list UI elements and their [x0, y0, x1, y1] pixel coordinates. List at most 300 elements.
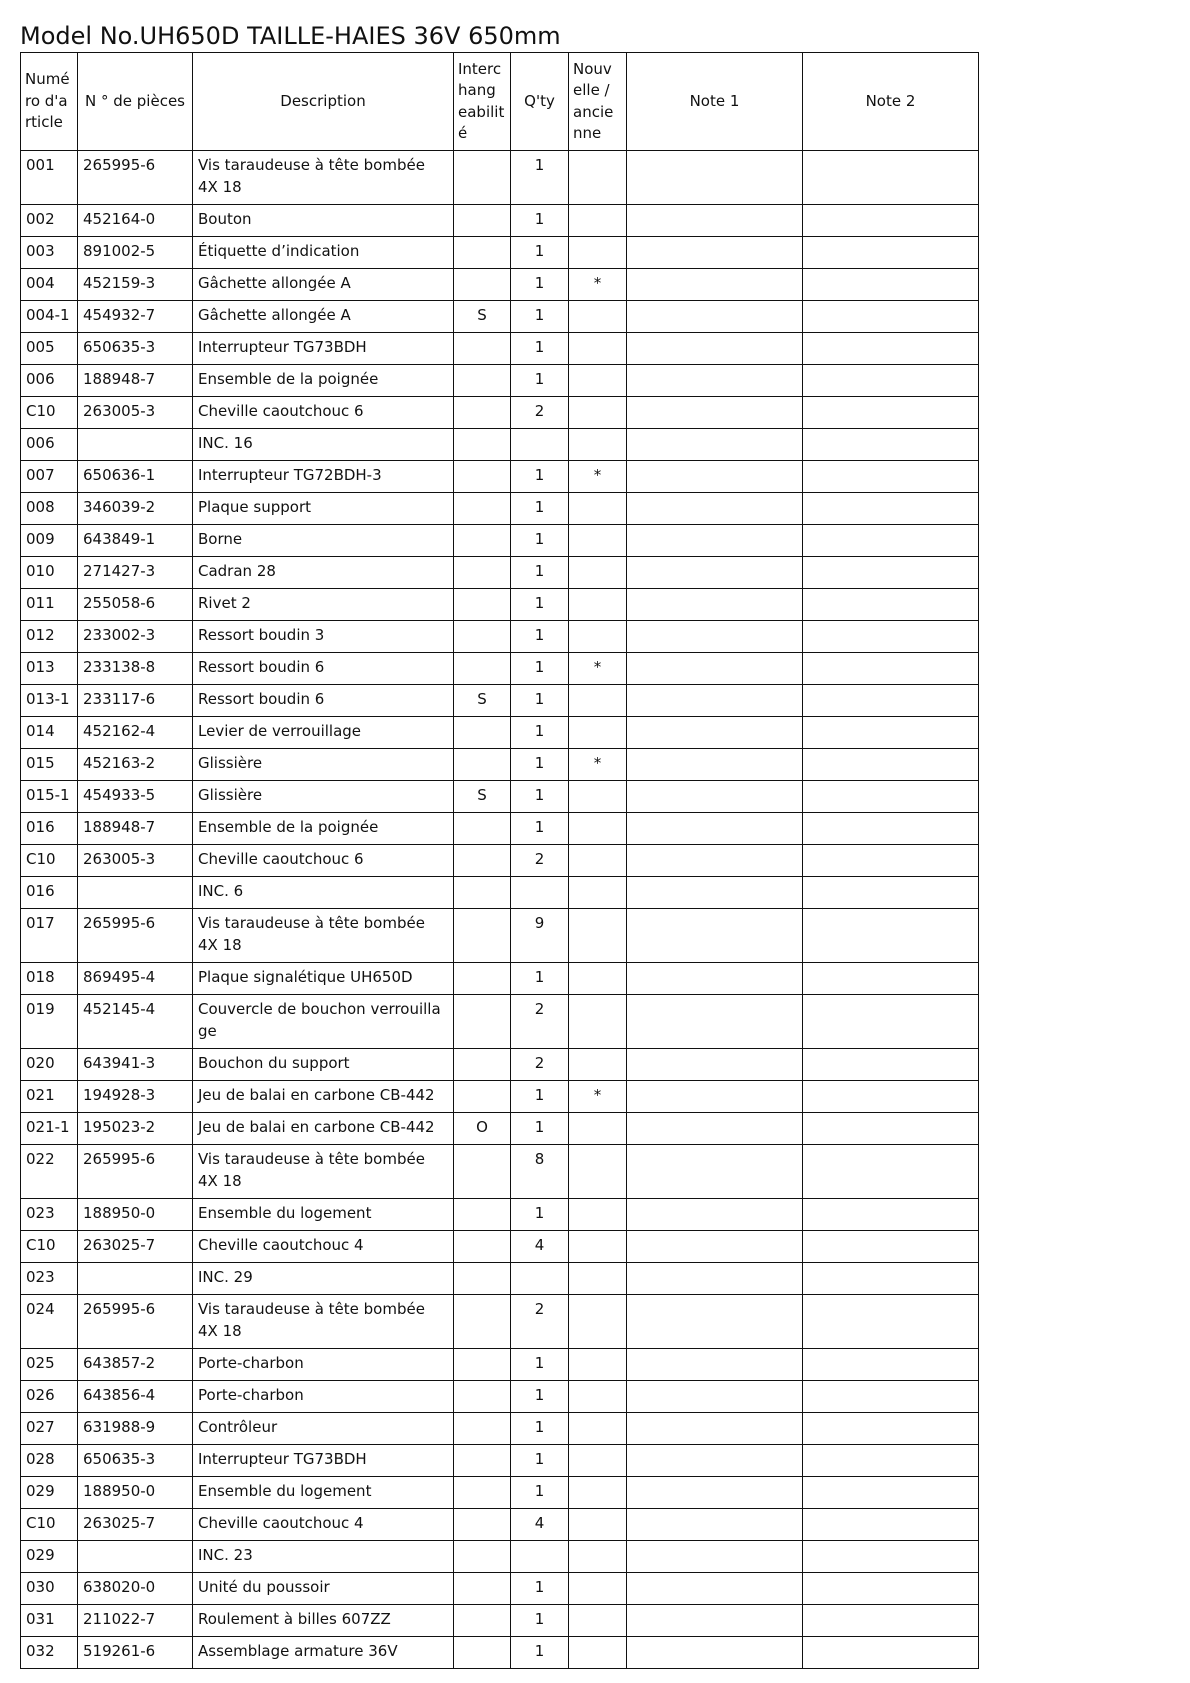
item-number-cell: 023	[21, 1263, 78, 1295]
interchangeability-cell	[454, 845, 511, 877]
quantity-cell: 1	[511, 237, 569, 269]
item-number-cell: 015	[21, 749, 78, 781]
part-number-cell: 195023-2	[78, 1113, 193, 1145]
note-2-cell	[803, 1605, 979, 1637]
interchangeability-cell	[454, 813, 511, 845]
new-old-cell	[569, 1263, 627, 1295]
note-2-cell	[803, 557, 979, 589]
new-old-cell	[569, 1573, 627, 1605]
column-header-new-old: Nouv elle / ancie nne	[569, 53, 627, 151]
note-1-cell	[627, 461, 803, 493]
new-old-cell: *	[569, 653, 627, 685]
table-row	[21, 397, 979, 429]
new-old-cell	[569, 1381, 627, 1413]
quantity-cell: 1	[511, 1113, 569, 1145]
item-number-cell: 031	[21, 1605, 78, 1637]
part-number-cell: 650636-1	[78, 461, 193, 493]
table-row	[21, 151, 979, 205]
note-1-cell	[627, 397, 803, 429]
new-old-cell	[569, 685, 627, 717]
item-number-cell: 009	[21, 525, 78, 557]
description-cell: Porte-charbon	[193, 1381, 454, 1413]
interchangeability-cell	[454, 1263, 511, 1295]
description-cell: Assemblage armature 36V	[193, 1637, 454, 1669]
quantity-cell: 1	[511, 653, 569, 685]
table-row	[21, 1231, 979, 1263]
description-cell: Unité du poussoir	[193, 1573, 454, 1605]
table-row	[21, 1263, 979, 1295]
note-1-cell	[627, 205, 803, 237]
quantity-cell: 1	[511, 333, 569, 365]
note-2-cell	[803, 1231, 979, 1263]
interchangeability-cell	[454, 493, 511, 525]
table-row	[21, 1573, 979, 1605]
part-number-cell: 454933-5	[78, 781, 193, 813]
new-old-cell: *	[569, 461, 627, 493]
new-old-cell: *	[569, 749, 627, 781]
note-1-cell	[627, 493, 803, 525]
table-row	[21, 963, 979, 995]
item-number-cell: 029	[21, 1541, 78, 1573]
table-row	[21, 1295, 979, 1349]
description-cell: Cheville caoutchouc 6	[193, 845, 454, 877]
description-cell: INC. 6	[193, 877, 454, 909]
note-2-cell	[803, 781, 979, 813]
description-cell: Plaque signalétique UH650D	[193, 963, 454, 995]
item-number-cell: 001	[21, 151, 78, 205]
note-2-cell	[803, 205, 979, 237]
note-2-cell	[803, 845, 979, 877]
note-2-cell	[803, 589, 979, 621]
description-cell: Vis taraudeuse à tête bombée 4X 18	[193, 1295, 454, 1349]
header-row	[21, 53, 979, 151]
quantity-cell	[511, 1541, 569, 1573]
interchangeability-cell	[454, 909, 511, 963]
quantity-cell: 2	[511, 995, 569, 1049]
table-row	[21, 1199, 979, 1231]
quantity-cell: 1	[511, 1381, 569, 1413]
note-2-cell	[803, 1199, 979, 1231]
table-row	[21, 237, 979, 269]
new-old-cell	[569, 205, 627, 237]
note-1-cell	[627, 1081, 803, 1113]
item-number-cell: 029	[21, 1477, 78, 1509]
part-number-cell: 643941-3	[78, 1049, 193, 1081]
new-old-cell	[569, 1477, 627, 1509]
table-row	[21, 1637, 979, 1669]
new-old-cell: *	[569, 269, 627, 301]
quantity-cell: 1	[511, 1573, 569, 1605]
table-row	[21, 653, 979, 685]
note-1-cell	[627, 1113, 803, 1145]
item-number-cell: 016	[21, 813, 78, 845]
description-cell: Glissière	[193, 749, 454, 781]
description-cell: Cheville caoutchouc 6	[193, 397, 454, 429]
note-2-cell	[803, 1263, 979, 1295]
part-number-cell: 519261-6	[78, 1637, 193, 1669]
new-old-cell	[569, 1199, 627, 1231]
note-2-cell	[803, 151, 979, 205]
part-number-cell: 891002-5	[78, 237, 193, 269]
table-row	[21, 557, 979, 589]
part-number-cell: 869495-4	[78, 963, 193, 995]
description-cell: Ressort boudin 3	[193, 621, 454, 653]
description-cell: Levier de verrouillage	[193, 717, 454, 749]
table-row	[21, 429, 979, 461]
interchangeability-cell: O	[454, 1113, 511, 1145]
table-row	[21, 749, 979, 781]
note-1-cell	[627, 781, 803, 813]
item-number-cell: 022	[21, 1145, 78, 1199]
part-number-cell: 263005-3	[78, 845, 193, 877]
description-cell: Vis taraudeuse à tête bombée 4X 18	[193, 909, 454, 963]
note-1-cell	[627, 717, 803, 749]
quantity-cell: 1	[511, 557, 569, 589]
note-1-cell	[627, 237, 803, 269]
item-number-cell: 007	[21, 461, 78, 493]
note-2-cell	[803, 1637, 979, 1669]
table-row	[21, 1541, 979, 1573]
new-old-cell	[569, 963, 627, 995]
interchangeability-cell	[454, 1049, 511, 1081]
table-row	[21, 1413, 979, 1445]
part-number-cell: 643849-1	[78, 525, 193, 557]
item-number-cell: 003	[21, 237, 78, 269]
note-1-cell	[627, 1381, 803, 1413]
table-row	[21, 1381, 979, 1413]
note-1-cell	[627, 621, 803, 653]
note-1-cell	[627, 845, 803, 877]
page-title: Model No.UH650D TAILLE-HAIES 36V 650mm	[20, 22, 561, 50]
note-2-cell	[803, 1413, 979, 1445]
interchangeability-cell: S	[454, 301, 511, 333]
note-1-cell	[627, 1445, 803, 1477]
new-old-cell	[569, 1637, 627, 1669]
part-number-cell: 452159-3	[78, 269, 193, 301]
table-row	[21, 1349, 979, 1381]
item-number-cell: 026	[21, 1381, 78, 1413]
interchangeability-cell: S	[454, 685, 511, 717]
description-cell: Ensemble du logement	[193, 1477, 454, 1509]
quantity-cell: 1	[511, 205, 569, 237]
item-number-cell: 013-1	[21, 685, 78, 717]
new-old-cell	[569, 909, 627, 963]
description-cell: Jeu de balai en carbone CB-442	[193, 1113, 454, 1145]
new-old-cell	[569, 301, 627, 333]
item-number-cell: 011	[21, 589, 78, 621]
part-number-cell: 188948-7	[78, 813, 193, 845]
description-cell: Ensemble du logement	[193, 1199, 454, 1231]
description-cell: Gâchette allongée A	[193, 269, 454, 301]
interchangeability-cell	[454, 365, 511, 397]
interchangeability-cell	[454, 1637, 511, 1669]
interchangeability-cell	[454, 963, 511, 995]
table-row	[21, 1605, 979, 1637]
interchangeability-cell	[454, 653, 511, 685]
quantity-cell: 2	[511, 1295, 569, 1349]
note-1-cell	[627, 1349, 803, 1381]
table-row	[21, 365, 979, 397]
quantity-cell: 1	[511, 269, 569, 301]
item-number-cell: 013	[21, 653, 78, 685]
part-number-cell: 188950-0	[78, 1477, 193, 1509]
item-number-cell: 006	[21, 429, 78, 461]
description-cell: Roulement à billes 607ZZ	[193, 1605, 454, 1637]
note-1-cell	[627, 429, 803, 461]
new-old-cell	[569, 589, 627, 621]
part-number-cell: 194928-3	[78, 1081, 193, 1113]
note-2-cell	[803, 461, 979, 493]
part-number-cell: 233117-6	[78, 685, 193, 717]
table-row	[21, 1509, 979, 1541]
description-cell: Couvercle de bouchon verrouilla ge	[193, 995, 454, 1049]
part-number-cell: 631988-9	[78, 1413, 193, 1445]
table-row	[21, 1113, 979, 1145]
new-old-cell	[569, 525, 627, 557]
quantity-cell: 1	[511, 1349, 569, 1381]
column-header-interchangeability: Interc hang eabilit é	[454, 53, 511, 151]
note-1-cell	[627, 333, 803, 365]
item-number-cell: 016	[21, 877, 78, 909]
item-number-cell: 028	[21, 1445, 78, 1477]
interchangeability-cell	[454, 1199, 511, 1231]
new-old-cell: *	[569, 1081, 627, 1113]
quantity-cell: 1	[511, 621, 569, 653]
note-1-cell	[627, 1573, 803, 1605]
quantity-cell: 1	[511, 1081, 569, 1113]
table-row	[21, 333, 979, 365]
table-row	[21, 845, 979, 877]
part-number-cell	[78, 1541, 193, 1573]
interchangeability-cell	[454, 205, 511, 237]
new-old-cell	[569, 1113, 627, 1145]
note-1-cell	[627, 1605, 803, 1637]
note-1-cell	[627, 1049, 803, 1081]
note-1-cell	[627, 909, 803, 963]
note-2-cell	[803, 995, 979, 1049]
note-1-cell	[627, 365, 803, 397]
note-2-cell	[803, 365, 979, 397]
part-number-cell	[78, 1263, 193, 1295]
quantity-cell	[511, 429, 569, 461]
table-row	[21, 589, 979, 621]
item-number-cell: 015-1	[21, 781, 78, 813]
column-header-description: Description	[193, 53, 454, 151]
part-number-cell: 650635-3	[78, 333, 193, 365]
interchangeability-cell	[454, 1413, 511, 1445]
note-1-cell	[627, 1263, 803, 1295]
new-old-cell	[569, 397, 627, 429]
part-number-cell: 211022-7	[78, 1605, 193, 1637]
description-cell: Ressort boudin 6	[193, 685, 454, 717]
description-cell: Cheville caoutchouc 4	[193, 1509, 454, 1541]
item-number-cell: 014	[21, 717, 78, 749]
item-number-cell: C10	[21, 1509, 78, 1541]
note-2-cell	[803, 1509, 979, 1541]
new-old-cell	[569, 621, 627, 653]
note-1-cell	[627, 525, 803, 557]
part-number-cell: 265995-6	[78, 909, 193, 963]
description-cell: Jeu de balai en carbone CB-442	[193, 1081, 454, 1113]
note-2-cell	[803, 1349, 979, 1381]
description-cell: Contrôleur	[193, 1413, 454, 1445]
note-2-cell	[803, 493, 979, 525]
interchangeability-cell	[454, 995, 511, 1049]
note-1-cell	[627, 1541, 803, 1573]
item-number-cell: 019	[21, 995, 78, 1049]
interchangeability-cell	[454, 589, 511, 621]
note-2-cell	[803, 1081, 979, 1113]
note-2-cell	[803, 1295, 979, 1349]
table-row	[21, 1081, 979, 1113]
interchangeability-cell	[454, 1509, 511, 1541]
table-row	[21, 1145, 979, 1199]
table-row	[21, 685, 979, 717]
item-number-cell: 004-1	[21, 301, 78, 333]
new-old-cell	[569, 333, 627, 365]
note-2-cell	[803, 813, 979, 845]
new-old-cell	[569, 1349, 627, 1381]
interchangeability-cell	[454, 461, 511, 493]
new-old-cell	[569, 781, 627, 813]
interchangeability-cell	[454, 877, 511, 909]
note-1-cell	[627, 877, 803, 909]
quantity-cell: 1	[511, 1605, 569, 1637]
table-row	[21, 909, 979, 963]
interchangeability-cell	[454, 717, 511, 749]
part-number-cell: 188950-0	[78, 1199, 193, 1231]
new-old-cell	[569, 429, 627, 461]
note-2-cell	[803, 717, 979, 749]
note-2-cell	[803, 1049, 979, 1081]
note-2-cell	[803, 1445, 979, 1477]
note-1-cell	[627, 963, 803, 995]
item-number-cell: 027	[21, 1413, 78, 1445]
note-2-cell	[803, 525, 979, 557]
part-number-cell: 452145-4	[78, 995, 193, 1049]
description-cell: Gâchette allongée A	[193, 301, 454, 333]
description-cell: Étiquette d’indication	[193, 237, 454, 269]
description-cell: Rivet 2	[193, 589, 454, 621]
description-cell: INC. 23	[193, 1541, 454, 1573]
note-2-cell	[803, 1477, 979, 1509]
part-number-cell: 346039-2	[78, 493, 193, 525]
quantity-cell: 1	[511, 963, 569, 995]
description-cell: Ensemble de la poignée	[193, 365, 454, 397]
description-cell: Borne	[193, 525, 454, 557]
new-old-cell	[569, 1049, 627, 1081]
interchangeability-cell	[454, 269, 511, 301]
interchangeability-cell	[454, 429, 511, 461]
quantity-cell: 2	[511, 845, 569, 877]
new-old-cell	[569, 995, 627, 1049]
quantity-cell: 1	[511, 1637, 569, 1669]
quantity-cell: 1	[511, 301, 569, 333]
table-row	[21, 1445, 979, 1477]
item-number-cell: 030	[21, 1573, 78, 1605]
note-2-cell	[803, 429, 979, 461]
item-number-cell: 010	[21, 557, 78, 589]
note-1-cell	[627, 1637, 803, 1669]
quantity-cell: 1	[511, 589, 569, 621]
quantity-cell: 1	[511, 365, 569, 397]
note-2-cell	[803, 1573, 979, 1605]
interchangeability-cell	[454, 1541, 511, 1573]
quantity-cell: 1	[511, 1413, 569, 1445]
column-header-note-2: Note 2	[803, 53, 979, 151]
new-old-cell	[569, 557, 627, 589]
item-number-cell: C10	[21, 845, 78, 877]
note-1-cell	[627, 301, 803, 333]
note-1-cell	[627, 1295, 803, 1349]
table-row	[21, 301, 979, 333]
new-old-cell	[569, 493, 627, 525]
part-number-cell: 265995-6	[78, 1145, 193, 1199]
new-old-cell	[569, 1509, 627, 1541]
table-row	[21, 717, 979, 749]
note-2-cell	[803, 685, 979, 717]
description-cell: Bouton	[193, 205, 454, 237]
column-header-quantity: Q'ty	[511, 53, 569, 151]
description-cell: Interrupteur TG72BDH-3	[193, 461, 454, 493]
quantity-cell: 1	[511, 685, 569, 717]
description-cell: Interrupteur TG73BDH	[193, 1445, 454, 1477]
parts-table	[20, 52, 979, 1669]
new-old-cell	[569, 1605, 627, 1637]
item-number-cell: 024	[21, 1295, 78, 1349]
quantity-cell	[511, 1263, 569, 1295]
note-1-cell	[627, 813, 803, 845]
table-row	[21, 461, 979, 493]
note-2-cell	[803, 1145, 979, 1199]
item-number-cell: 023	[21, 1199, 78, 1231]
description-cell: INC. 16	[193, 429, 454, 461]
item-number-cell: 004	[21, 269, 78, 301]
table-row	[21, 877, 979, 909]
new-old-cell	[569, 1295, 627, 1349]
note-2-cell	[803, 909, 979, 963]
part-number-cell: 265995-6	[78, 151, 193, 205]
part-number-cell: 271427-3	[78, 557, 193, 589]
interchangeability-cell	[454, 621, 511, 653]
note-2-cell	[803, 1113, 979, 1145]
note-1-cell	[627, 589, 803, 621]
part-number-cell: 638020-0	[78, 1573, 193, 1605]
interchangeability-cell	[454, 1605, 511, 1637]
part-number-cell: 263025-7	[78, 1231, 193, 1263]
quantity-cell: 1	[511, 1477, 569, 1509]
quantity-cell: 4	[511, 1509, 569, 1541]
quantity-cell: 9	[511, 909, 569, 963]
quantity-cell: 1	[511, 525, 569, 557]
quantity-cell: 2	[511, 397, 569, 429]
part-number-cell: 263005-3	[78, 397, 193, 429]
description-cell: INC. 29	[193, 1263, 454, 1295]
table-row	[21, 525, 979, 557]
item-number-cell: 002	[21, 205, 78, 237]
interchangeability-cell	[454, 1477, 511, 1509]
note-1-cell	[627, 1509, 803, 1541]
description-cell: Ensemble de la poignée	[193, 813, 454, 845]
part-number-cell	[78, 429, 193, 461]
note-1-cell	[627, 653, 803, 685]
part-number-cell: 263025-7	[78, 1509, 193, 1541]
table-row	[21, 1049, 979, 1081]
interchangeability-cell	[454, 557, 511, 589]
table-row	[21, 813, 979, 845]
note-2-cell	[803, 963, 979, 995]
interchangeability-cell	[454, 1231, 511, 1263]
